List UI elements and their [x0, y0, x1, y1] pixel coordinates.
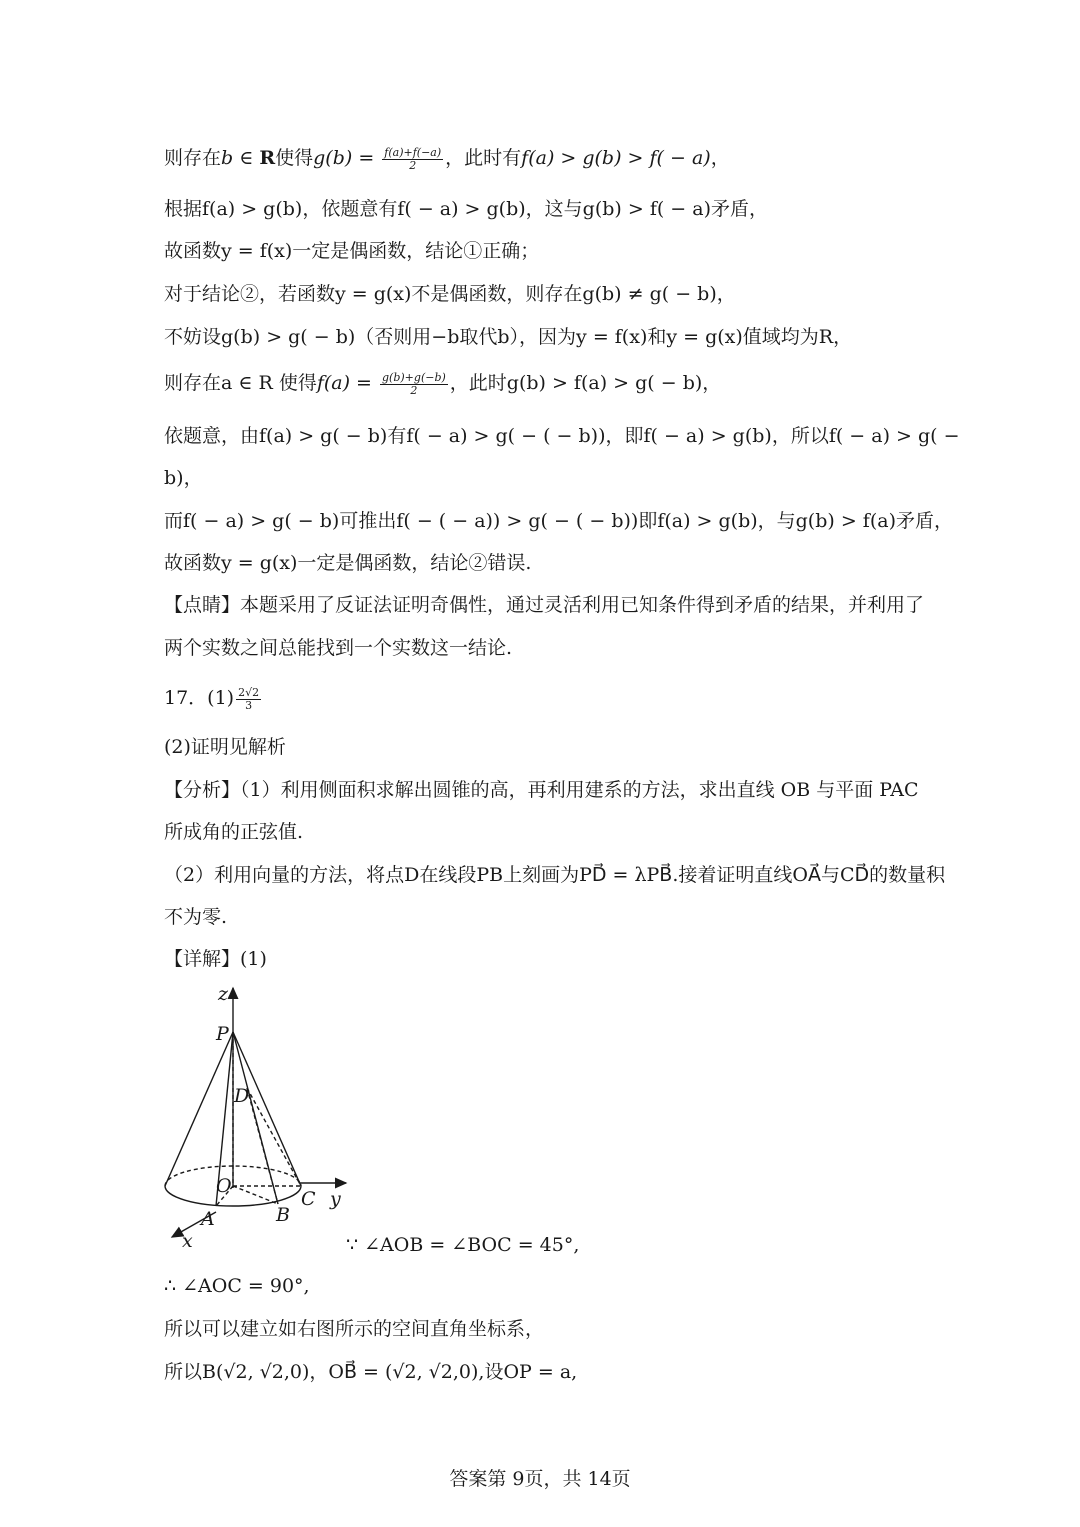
segment-OB [233, 1186, 278, 1204]
text: 则存在 [164, 147, 222, 169]
line-15: 【分析】（1）利用侧面积求解出圆锥的高，再利用建系的方法，求出直线 OB 与平面 PAC [164, 779, 919, 801]
line-17: （2）利用向量的方法，将点D在线段PB上刻画为PD⃗ = λPB⃗.接着证明直线OA⃗与CD⃗的数量积 [164, 864, 946, 886]
label-y: y [330, 1188, 341, 1210]
text: ， [710, 147, 730, 169]
label-O: O [216, 1175, 232, 1197]
line-1 [164, 145, 730, 172]
label-B: B [276, 1204, 290, 1226]
segment-CD [247, 1088, 301, 1186]
line-2: 根据f(a) > g(b)，依题意有f( − a) > g(b)，这与g(b) > f( − a)矛盾， [164, 198, 769, 220]
math: b ∈ [221, 147, 260, 169]
math: f(a) = [316, 372, 379, 394]
page-footer: 答案第 9页，共 14页 [449, 1468, 631, 1490]
math-R: R [259, 147, 276, 169]
line-11: 【点睛】本题采用了反证法证明奇偶性，通过灵活利用已知条件得到矛盾的结果，并利用了 [164, 594, 925, 616]
line-3: 故函数y = f(x)一定是偶函数，结论①正确； [164, 240, 540, 262]
text: ，此时有 [445, 147, 522, 169]
line-9: 而f( − a) > g( − b)可推出f( − ( − a)) > g( − ( − b))即f(a) > g(b)，与g(b) > f(a)矛盾， [164, 510, 953, 532]
question-number: 17．(1) [164, 687, 235, 709]
line-18: 不为零. [164, 906, 228, 928]
base-front [165, 1186, 301, 1206]
fraction [380, 372, 448, 397]
question-17 [164, 685, 263, 712]
line-12: 两个实数之间总能找到一个实数这一结论. [164, 637, 513, 659]
label-D: D [234, 1085, 250, 1107]
fraction-den: 2 [410, 383, 418, 397]
fraction-den: 3 [245, 698, 253, 712]
label-x: x [182, 1230, 193, 1250]
line-16: 所成角的正弦值. [164, 821, 304, 843]
math: g(b) = [313, 147, 381, 169]
line-8: b)， [164, 467, 203, 489]
text: ，此时g(b) > f(a) > g( − b)， [449, 372, 722, 394]
math: f(a) > g(b) > f( − a) [521, 147, 711, 169]
fraction-num: f(a)+f(−a) [384, 145, 442, 159]
label-C: C [301, 1188, 316, 1210]
fraction-num: 2√2 [238, 685, 260, 699]
line-20: ∵ ∠AOB = ∠BOC = 45°, [346, 1234, 580, 1256]
line-7: 依题意，由f(a) > g( − b)有f( − a) > g( − ( − b))，即f( − a) > g(b)，所以f( − a) > g( − [164, 425, 960, 447]
fraction [236, 687, 261, 712]
line-21: ∴ ∠AOC = 90°, [164, 1275, 310, 1297]
line-4: 对于结论②，若函数y = g(x)不是偶函数，则存在g(b) ≠ g( − b)， [164, 283, 736, 305]
label-z: z [218, 983, 229, 1005]
fraction [382, 147, 443, 172]
line-19: 【详解】(1) [164, 948, 267, 970]
label-P: P [216, 1023, 229, 1045]
cone-figure [150, 980, 360, 1250]
label-A: A [201, 1208, 215, 1230]
edge-PA-left [165, 1032, 233, 1186]
line-5: 不妨设g(b) > g( − b)（否则用−b取代b），因为y = f(x)和y = g(x)值域均为R， [164, 326, 853, 348]
line-23: 所以B(√2, √2,0)，OB⃗ = (√2, √2,0),设OP = a, [164, 1361, 578, 1383]
text: 则存在a ∈ R 使得 [164, 372, 317, 394]
text: 使得 [275, 147, 314, 169]
line-14: (2)证明见解析 [164, 736, 286, 758]
fraction-den: 2 [409, 158, 417, 172]
line-22: 所以可以建立如右图所示的空间直角坐标系， [164, 1318, 545, 1340]
fraction-num: g(b)+g(−b) [382, 370, 446, 384]
line-10: 故函数y = g(x)一定是偶函数，结论②错误. [164, 552, 532, 574]
line-6 [164, 370, 721, 397]
